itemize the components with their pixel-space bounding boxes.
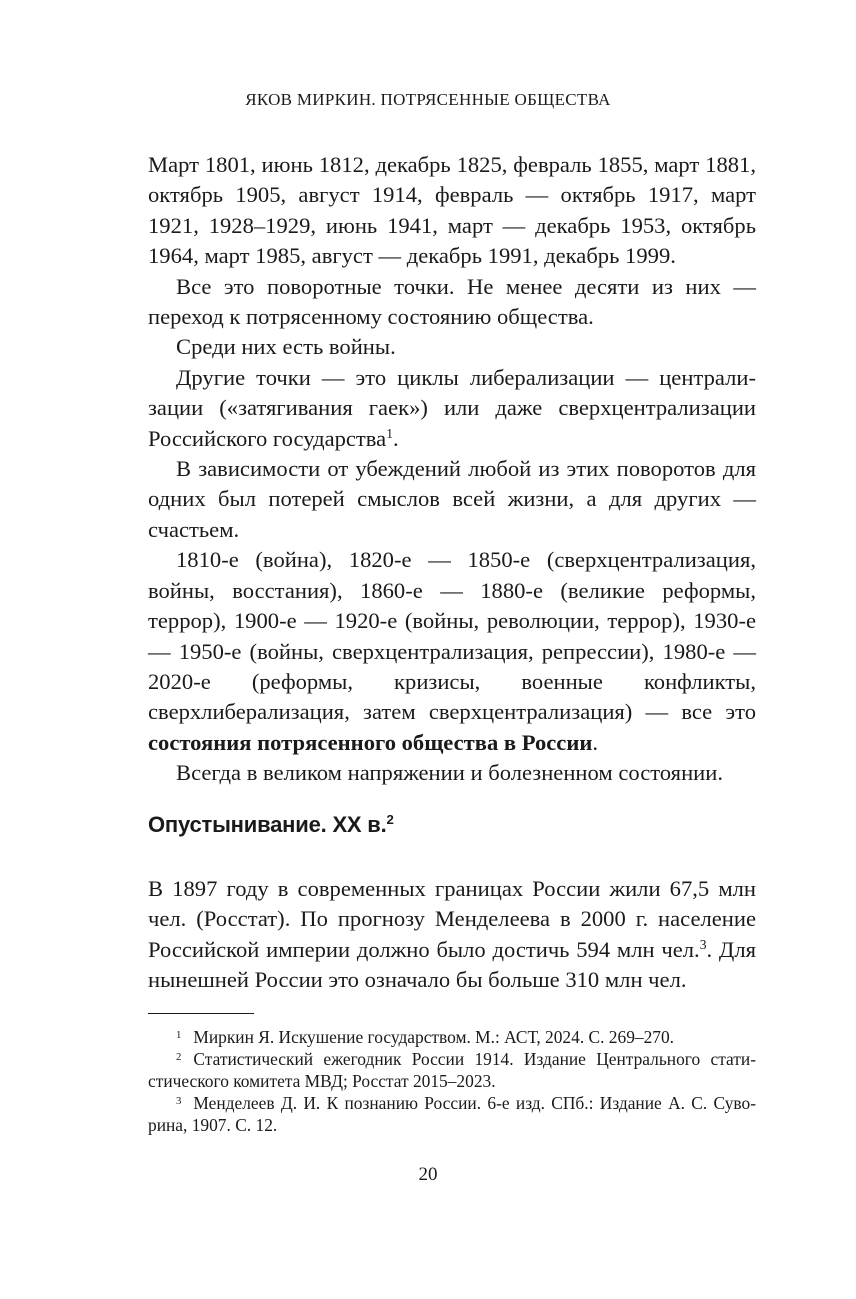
section-heading (148, 812, 756, 838)
footnote-2 (148, 1048, 756, 1092)
paragraph-decades-text: 1810-е (война), 1820-е — 1850-е (сверхцентрализация, войны, восстания), 1860-е — 1880-е (великие реформы, террор), 1900-е — 1920-е (войны, революции, террор), 1930-е — 1950-е (войны, сверхцентрализация, репрессии), 1980-е — 2020-е (реформы, кризисы, военные конфликты, сверхлиберализация, затем сверхцентрализация) — все это (148, 547, 756, 725)
paragraph-decades-bold: состояния потрясенного общества в России (148, 729, 593, 755)
footnotes (148, 1026, 756, 1136)
paragraph-decades (148, 545, 756, 758)
paragraph-cycles-end: . (392, 425, 399, 451)
footnote-number: 3 (176, 1094, 182, 1107)
running-header: ЯКОВ МИРКИН. ПОТРЯСЕННЫЕ ОБЩЕСТВА (245, 90, 611, 109)
footnote-text: Миркин Я. Искушение государством. М.: АСТ, 2024. С. 269–270. (193, 1027, 675, 1047)
paragraph-tension: Всегда в великом напряжении и болезненном состоянии. (176, 760, 723, 786)
main-text (148, 150, 756, 789)
footnote-ref-2: 2 (386, 812, 394, 828)
section-heading-text: Опустынивание. XX в. (148, 812, 387, 837)
paragraph-turning-points: Все это поворотные точки. Не менее десяти из них — переход к потрясенному состоянию общества. (148, 273, 756, 330)
footnote-ref-1: 1 (386, 425, 393, 441)
page-number: 20 (418, 1164, 438, 1185)
footnote-text: Менделеев Д. И. К познанию России. 6-е изд. СПб.: Издание А. С. Суворина, 1907. С. 12. (148, 1093, 756, 1135)
footnote-number: 2 (176, 1050, 182, 1063)
footnote-ref-3: 3 (699, 936, 707, 952)
footnote-1 (148, 1026, 756, 1048)
paragraph-population-text: В 1897 году в современных границах России жили 67,5 млн чел. (Росстат). По прогнозу Менделеева в 2000 г. население Российской империи должно было достичь 594 млн чел. (148, 876, 756, 962)
paragraph-wars: Среди них есть войны. (176, 334, 396, 360)
paragraph-beliefs: В зависимости от убеждений любой из этих поворотов для одних был потерей смыслов всей жизни, а для других — счастьем. (148, 456, 756, 542)
section-text (148, 874, 756, 996)
paragraph-dates: Март 1801, июнь 1812, декабрь 1825, февраль 1855, март 1881, октябрь 1905, август 1914, февраль — октябрь 1917, март 1921, 1928–1929, июнь 1941, март — декабрь 1953, октябрь 1964, март 1985, август — декабрь 1991, декабрь 1999. (148, 152, 756, 269)
paragraph-population (148, 874, 756, 996)
footnote-number: 1 (176, 1028, 182, 1041)
footnote-text: Статистический ежегодник России 1914. Издание Центрального статистического комитета МВД; Росстат 2015–2023. (148, 1049, 756, 1091)
paragraph-cycles-text: Другие точки — это циклы либерализации — централизации («затягивания гаек») или даже сверхцентрализации Российского государства (148, 364, 756, 451)
footnote-divider (148, 1013, 254, 1014)
footnote-3 (148, 1092, 756, 1136)
paragraph-population-end: . Для нынешней России это означало бы больше 310 млн чел. (148, 936, 756, 993)
paragraph-decades-end: . (592, 729, 599, 755)
paragraph-cycles (148, 363, 756, 454)
